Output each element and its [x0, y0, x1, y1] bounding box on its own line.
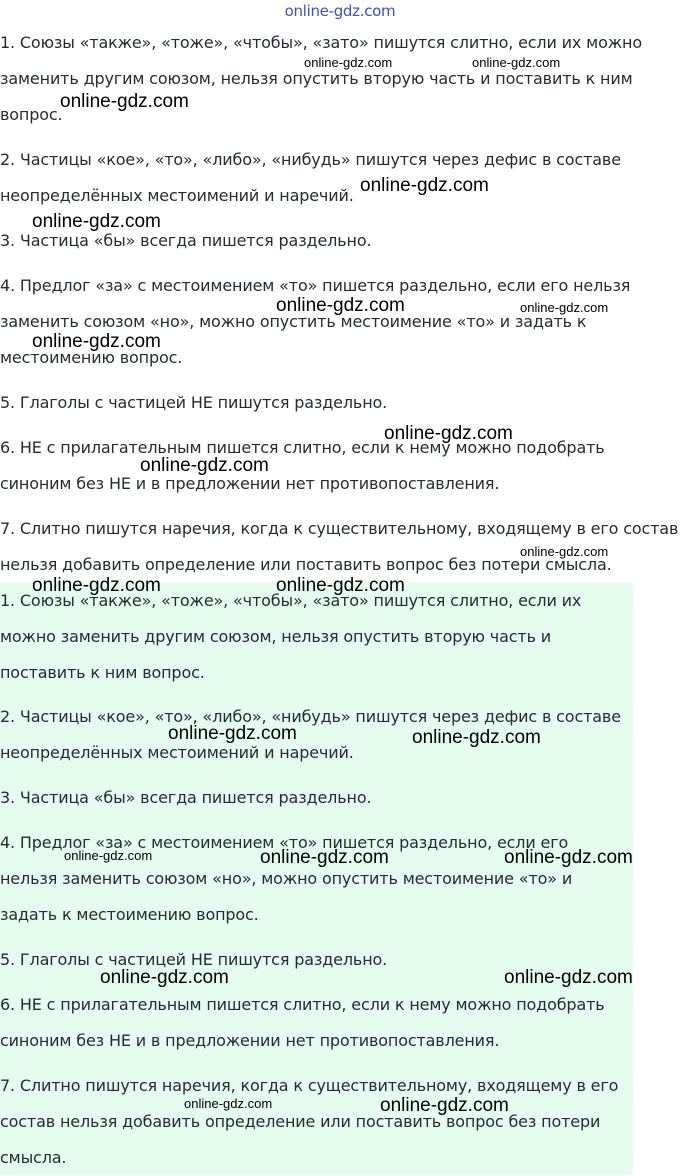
text-line: вопрос.: [0, 105, 63, 124]
bottom-rule-6: [0, 987, 605, 1059]
top-rule-4: [0, 268, 630, 376]
watermark: online-gdz.com: [140, 455, 269, 476]
text-line: нельзя заменить союзом «но», можно опустить местоимение «то» и: [0, 869, 573, 888]
text-line: нельзя добавить определение или поставить вопрос без потери смысла.: [0, 555, 612, 574]
text-line: состав нельзя добавить определение или поставить вопрос без потери: [0, 1112, 601, 1131]
watermark: online-gdz.com: [304, 55, 393, 70]
top-rule-6: [0, 430, 605, 502]
watermark: online-gdz.com: [504, 967, 633, 988]
text-line: местоимению вопрос.: [0, 348, 183, 367]
text-line: смысла.: [0, 1148, 67, 1167]
watermark: online-gdz.com: [412, 727, 541, 748]
text-line: можно заменить другим союзом, нельзя опустить вторую часть и: [0, 627, 552, 646]
text-line: 1. Союзы «также», «тоже», «чтобы», «зато» пишутся слитно, если их: [0, 591, 582, 610]
watermark: online-gdz.com: [32, 211, 161, 232]
text-line: 1. Союзы «также», «тоже», «чтобы», «зато» пишутся слитно, если их можно: [0, 33, 642, 52]
bottom-rule-7: [0, 1068, 618, 1176]
text-line: синоним без НЕ и в предложении нет противопоставления.: [0, 1031, 500, 1050]
watermark: online-gdz.com: [184, 1096, 273, 1111]
text-line: заменить другим союзом, нельзя опустить вторую часть и поставить к ним: [0, 69, 633, 88]
text-line: 6. НЕ с прилагательным пишется слитно, если к нему можно подобрать: [0, 995, 605, 1014]
watermark: online-gdz.com: [520, 300, 609, 315]
watermark: online-gdz.com: [100, 967, 229, 988]
bottom-rule-1: [0, 583, 581, 691]
bottom-rule-3: [0, 780, 371, 816]
top-rule-7: [0, 511, 678, 583]
text-line: неопределённых местоимений и наречий.: [0, 186, 354, 205]
text-line: поставить к ним вопрос.: [0, 663, 205, 682]
text-line: 2. Частицы «кое», «то», «либо», «нибудь» пишутся через дефис в составе: [0, 150, 621, 169]
watermark: online-gdz.com: [472, 55, 561, 70]
text-line: 2. Частицы «кое», «то», «либо», «нибудь» пишутся через дефис в составе: [0, 707, 621, 726]
top-rule-3: [0, 223, 371, 259]
bottom-rule-2: [0, 699, 621, 771]
watermark: online-gdz.com: [380, 1095, 509, 1116]
text-line: неопределённых местоимений и наречий.: [0, 743, 354, 762]
watermark: online-gdz.com: [64, 848, 153, 863]
text-line: задать к местоимению вопрос.: [0, 905, 259, 924]
watermark: online-gdz.com: [360, 175, 489, 196]
text-line: 5. Глаголы с частицей НЕ пишутся раздельно.: [0, 393, 388, 412]
watermark: online-gdz.com: [520, 544, 609, 559]
text-line: синоним без НЕ и в предложении нет противопоставления.: [0, 474, 500, 493]
watermark: online-gdz.com: [32, 331, 161, 352]
site-link[interactable]: online-gdz.com: [284, 2, 396, 20]
top-rule-1: [0, 25, 642, 133]
bottom-rule-4: [0, 825, 572, 933]
watermark: online-gdz.com: [504, 847, 633, 868]
bottom-rule-5: [0, 942, 387, 978]
watermark: online-gdz.com: [384, 423, 513, 444]
text-line: заменить союзом «но», можно опустить местоимение «то» и задать к: [0, 312, 587, 331]
watermark: online-gdz.com: [276, 295, 405, 316]
watermark: online-gdz.com: [60, 91, 189, 112]
watermark: online-gdz.com: [168, 723, 297, 744]
watermark: online-gdz.com: [276, 575, 405, 596]
text-line: 3. Частица «бы» всегда пишется раздельно.: [0, 788, 372, 807]
text-line: 6. НЕ с прилагательным пишется слитно, если к нему можно подобрать: [0, 438, 605, 457]
text-line: 4. Предлог «за» с местоимением «то» пишется раздельно, если его: [0, 833, 569, 852]
watermark: online-gdz.com: [260, 847, 389, 868]
top-rule-5: [0, 385, 387, 421]
text-line: 3. Частица «бы» всегда пишется раздельно.: [0, 231, 372, 250]
top-rule-2: [0, 142, 621, 214]
text-line: 5. Глаголы с частицей НЕ пишутся раздельно.: [0, 950, 388, 969]
text-line: 7. Слитно пишутся наречия, когда к существительному, входящему в его состав: [0, 519, 679, 538]
text-line: 4. Предлог «за» с местоимением «то» пишется раздельно, если его нельзя: [0, 276, 631, 295]
watermark: online-gdz.com: [32, 575, 161, 596]
text-line: 7. Слитно пишутся наречия, когда к существительному, входящему в его: [0, 1076, 619, 1095]
